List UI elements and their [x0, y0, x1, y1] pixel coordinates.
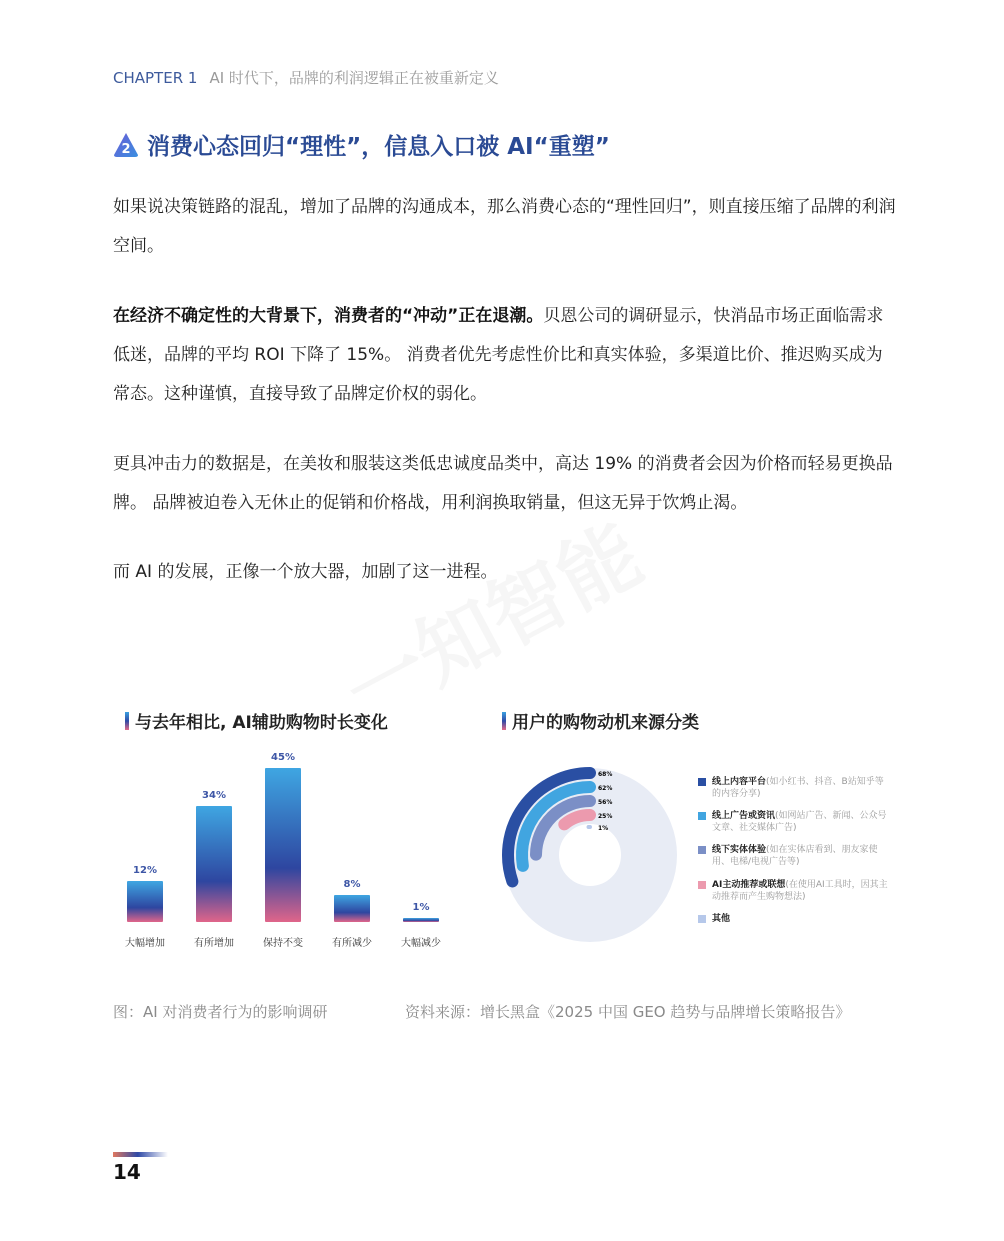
legend-text: 线下实体体验(如在实体店看到、朋友家使用、电梯/电视广告等)	[712, 845, 878, 867]
bar-value-label: 12%	[133, 864, 157, 876]
radial-value-label: 62%	[598, 785, 613, 792]
radial-value-label: 56%	[598, 799, 613, 806]
section-number-icon	[113, 132, 139, 158]
chapter-subtitle: AI 时代下，品牌的利润逻辑正在被重新定义	[209, 69, 499, 87]
chapter-label: CHAPTER 1	[113, 69, 198, 87]
bar-chart-title: 与去年相比, AI辅助购物时长变化	[125, 708, 388, 733]
legend-text: AI主动推荐或联想(在使用AI工具时，因其主动推荐而产生购物想法)	[712, 880, 888, 902]
legend-text: 线上广告或资讯(如网站广告、新闻、公众号文章、社交媒体广告)	[712, 811, 887, 833]
radial-value-label: 25%	[598, 813, 613, 820]
paragraph-1: 如果说决策链路的混乱，增加了品牌的沟通成本，那么消费心态的“理性回归”，则直接压缩了品牌的利润空间。	[113, 197, 896, 256]
svg-text:2: 2	[121, 141, 131, 157]
legend-swatch	[698, 915, 706, 923]
bar-category-label: 保持不变	[263, 938, 303, 949]
bar-value-label: 1%	[412, 902, 430, 913]
bar-category-label: 大幅减少	[401, 938, 441, 949]
bar-category-label: 有所减少	[332, 938, 372, 949]
bar-4	[403, 918, 439, 922]
legend-item	[698, 879, 888, 903]
legend-item	[698, 776, 888, 800]
legend-swatch	[698, 778, 706, 786]
legend-item	[698, 913, 888, 925]
legend-text: 其他	[712, 914, 731, 924]
legend-swatch	[698, 812, 706, 820]
radial-value-label: 1%	[598, 825, 609, 832]
source-caption: 资料来源：增长黑盒《2025 中国 GEO 趋势与品牌增长策略报告》	[405, 1003, 851, 1021]
chapter-header	[113, 67, 499, 88]
bar-0	[127, 881, 163, 922]
legend-item	[698, 844, 888, 868]
paragraph-3: 更具冲击力的数据是，在美妆和服装这类低忠诚度品类中，高达 19% 的消费者会因为价格而轻易更换品牌。 品牌被迫卷入无休止的促销和价格战，用利润换取销量，但这无异于饮鸩止渴。	[113, 454, 893, 513]
legend-swatch	[698, 881, 706, 889]
bar-value-label: 8%	[343, 878, 361, 890]
legend-swatch	[698, 846, 706, 854]
radial-value-label: 68%	[598, 771, 613, 778]
section-title: 消费心态回归“理性”，信息入口被 AI“重塑”	[147, 134, 610, 160]
bar-value-label: 45%	[271, 752, 295, 764]
bar-3	[334, 895, 370, 922]
paragraph-4: 而 AI 的发展，正像一个放大器，加剧了这一进程。	[113, 562, 498, 582]
radial-chart-title: 用户的购物动机来源分类	[502, 708, 699, 733]
paragraph-2: 在经济不确定性的大背景下，消费者的“冲动”正在退潮。贝恩公司的调研显示，快消品市场正面临需求低迷，品牌的平均 ROI 下降了 15%。 消费者优先考虑性价比和真实体验，多渠道比价、推迟购买成为常态。这种谨慎，直接导致了品牌定价权的弱化。	[113, 306, 884, 404]
legend-item	[698, 810, 888, 834]
radial-bar-chart	[490, 750, 690, 950]
bar-1	[196, 806, 232, 922]
page-number: 14	[113, 1160, 141, 1184]
section-heading	[113, 128, 610, 161]
page-number-bar	[113, 1152, 168, 1157]
watermark	[322, 492, 659, 744]
legend-text: 线上内容平台(如小红书、抖音、B站知乎等的内容分享)	[712, 777, 884, 799]
bar-2	[265, 768, 301, 922]
figure-caption: 图：AI 对消费者行为的影响调研	[113, 1003, 328, 1021]
bar-category-label: 大幅增加	[125, 938, 165, 949]
bar-value-label: 34%	[202, 789, 226, 801]
bar-category-label: 有所增加	[194, 938, 234, 949]
